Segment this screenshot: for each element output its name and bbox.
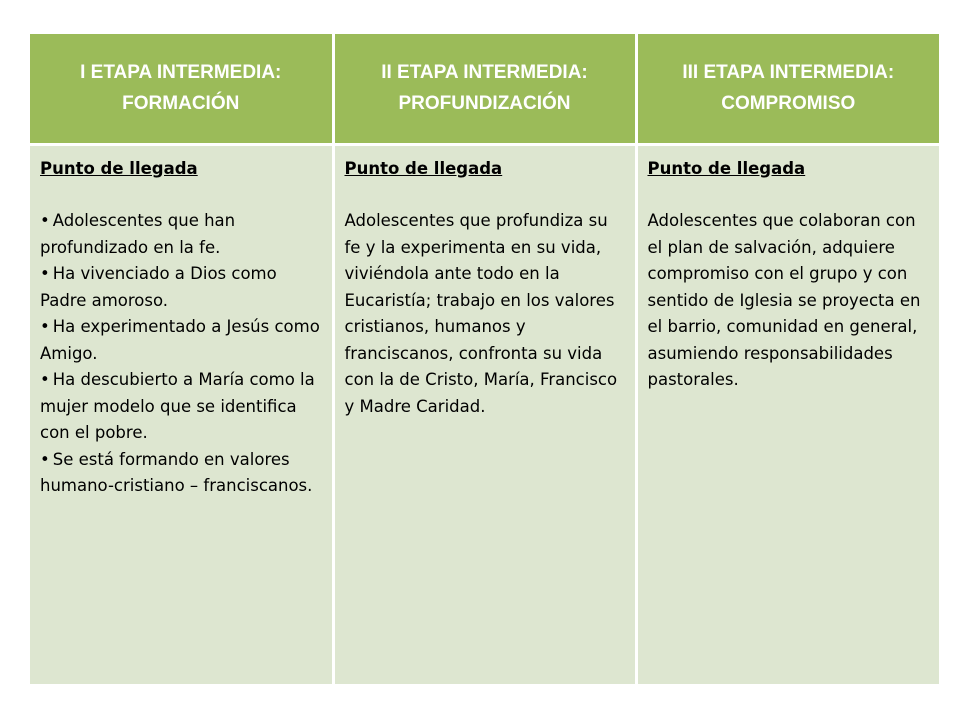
stages-table bbox=[30, 34, 939, 684]
list-item bbox=[40, 208, 326, 261]
stage-2-cell bbox=[333, 144, 636, 684]
bullet: • bbox=[40, 449, 50, 469]
stage-2-heading: Punto de llegada bbox=[344, 158, 503, 178]
list-item-text: Se está formando en valores humano-cristiano – franciscanos. bbox=[40, 449, 313, 495]
list-item bbox=[40, 261, 326, 314]
list-item-text: Adolescentes que han profundizado en la fe. bbox=[40, 211, 236, 257]
bullet: • bbox=[40, 317, 50, 336]
content-row bbox=[30, 144, 939, 684]
stage-3-heading: Punto de llegada bbox=[647, 158, 806, 178]
bullet: • bbox=[40, 370, 50, 389]
stage-1-heading: Punto de llegada bbox=[40, 158, 198, 178]
bullet: • bbox=[40, 211, 50, 230]
header-row bbox=[30, 34, 939, 144]
list-item-text: Ha vivenciado a Dios como Padre amoroso. bbox=[40, 264, 277, 310]
list-item bbox=[40, 447, 326, 500]
header-stage-1: I ETAPA INTERMEDIA: FORMACIÓN bbox=[30, 34, 333, 144]
stage-3-cell bbox=[636, 144, 939, 684]
list-item-text: Ha experimentado a Jesús como Amigo. bbox=[40, 317, 320, 363]
list-item bbox=[40, 367, 326, 447]
stage-2-text: Adolescentes que profundiza su fe y la experimenta en su vida, viviéndola ante todo en la Eucaristía; trabajo en los valores cristianos, humanos y franciscanos, confronta su vida con la de Cristo, María, Francisco y Madre Caridad. bbox=[344, 211, 618, 416]
stage-1-cell bbox=[30, 144, 333, 684]
list-item-text: Ha descubierto a María como la mujer modelo que se identifica con el pobre. bbox=[40, 370, 315, 442]
stage-3-text: Adolescentes que colaboran con el plan de salvación, adquiere compromiso con el grupo y con sentido de Iglesia se proyecta en el barrio, comunidad en general, asumiendo responsabilidades pastorales. bbox=[647, 211, 921, 389]
header-stage-2: II ETAPA INTERMEDIA: PROFUNDIZACIÓN bbox=[333, 34, 636, 144]
header-stage-3: III ETAPA INTERMEDIA: COMPROMISO bbox=[636, 34, 939, 144]
stage-1-list bbox=[40, 208, 326, 500]
list-item bbox=[40, 314, 326, 367]
bullet: • bbox=[40, 264, 50, 283]
